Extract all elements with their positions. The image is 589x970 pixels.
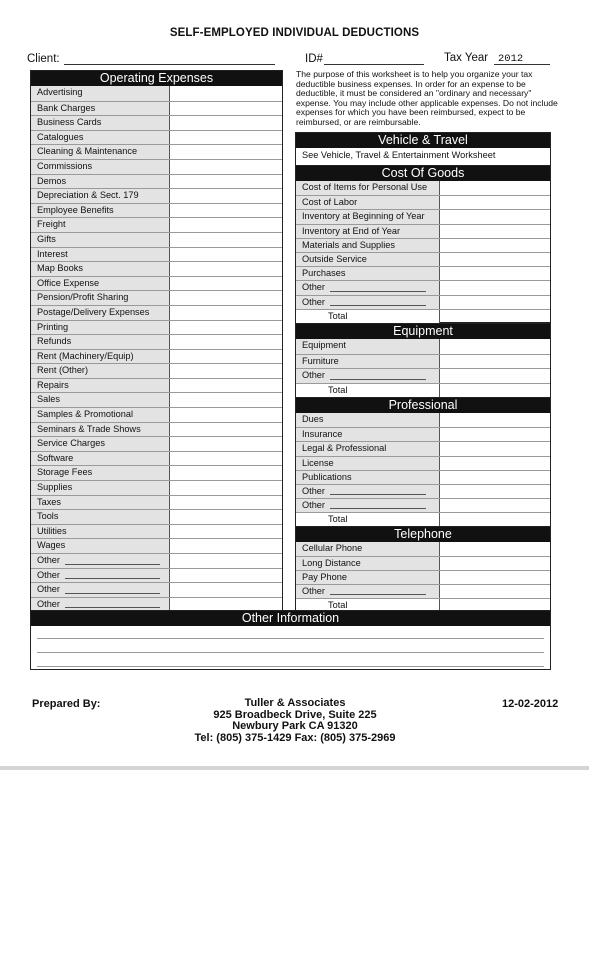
row-label: Taxes (31, 496, 170, 510)
cost-of-goods-rows (296, 181, 550, 323)
row-label: Supplies (31, 481, 170, 495)
table-row (31, 232, 282, 247)
amount-field[interactable] (170, 539, 282, 553)
row-label: Dues (296, 413, 440, 427)
amount-field[interactable] (170, 496, 282, 510)
other-description-field[interactable] (330, 594, 426, 595)
table-row (31, 392, 282, 407)
other-description-field[interactable] (330, 379, 426, 380)
telephone-rows (296, 542, 550, 612)
table-row (296, 280, 550, 294)
amount-field[interactable] (170, 306, 282, 320)
operating-expenses-heading: Operating Expenses (31, 71, 282, 86)
amount-field[interactable] (440, 585, 550, 598)
telephone-section (295, 526, 551, 611)
amount-field[interactable] (170, 277, 282, 291)
firm-name: Tuller & Associates (244, 697, 346, 709)
table-row (31, 451, 282, 466)
amount-field[interactable] (170, 481, 282, 495)
amount-field[interactable] (170, 393, 282, 407)
amount-field[interactable] (440, 442, 550, 455)
table-row (296, 441, 550, 455)
amount-field[interactable] (440, 369, 550, 383)
other-information-section (30, 610, 551, 670)
other-description-field[interactable] (65, 607, 160, 608)
total-amount-field[interactable] (440, 513, 550, 526)
row-label: Legal & Professional (296, 442, 440, 455)
table-row (31, 305, 282, 320)
row-label: Equipment (296, 339, 440, 354)
amount-field[interactable] (440, 267, 550, 280)
amount-field[interactable] (440, 196, 550, 209)
row-label: Other (296, 281, 440, 294)
amount-field[interactable] (170, 554, 282, 568)
table-row (31, 378, 282, 393)
row-label: Cost of Labor (296, 196, 440, 209)
amount-field[interactable] (170, 466, 282, 480)
table-row (296, 339, 550, 354)
id-label: ID# (305, 53, 323, 65)
table-row (296, 181, 550, 195)
total-label: Total (296, 599, 440, 612)
row-label: Bank Charges (31, 102, 170, 116)
cost-of-goods-heading: Cost Of Goods (296, 166, 550, 181)
row-label: Other (296, 499, 440, 512)
row-label: Postage/Delivery Expenses (31, 306, 170, 320)
table-row (31, 349, 282, 364)
operating-expenses-section (30, 70, 283, 611)
amount-field[interactable] (440, 571, 550, 584)
other-description-field[interactable] (330, 508, 426, 509)
page-title: SELF-EMPLOYED INDIVIDUAL DEDUCTIONS (169, 27, 420, 39)
vehicle-travel-section (295, 132, 551, 166)
row-label: Depreciation & Sect. 179 (31, 189, 170, 203)
professional-section (295, 397, 551, 527)
table-row (31, 363, 282, 378)
table-row (31, 524, 282, 539)
row-label: Other (296, 585, 440, 598)
row-label: Demos (31, 175, 170, 189)
table-row (296, 542, 550, 556)
table-row (31, 495, 282, 510)
other-description-field[interactable] (65, 593, 160, 594)
id-field[interactable] (324, 64, 424, 65)
amount-field[interactable] (440, 485, 550, 498)
equipment-rows (296, 339, 550, 398)
amount-field[interactable] (440, 281, 550, 294)
professional-rows (296, 413, 550, 527)
row-label: Rent (Machinery/Equip) (31, 350, 170, 364)
amount-field[interactable] (170, 175, 282, 189)
table-row (31, 130, 282, 145)
amount-field[interactable] (170, 423, 282, 437)
other-info-line (37, 666, 544, 667)
vehicle-travel-note: See Vehicle, Travel & Entertainment Worksheet (296, 148, 550, 163)
row-label: Publications (296, 471, 440, 484)
purpose-text: The purpose of this worksheet is to help you organize your tax deductible business expenses. In order for an expense to be deductible, it must be considered an "ordinary and necessary" expense. You may include other applicable expenses. Do not include expenses for which you have been reimbursed, expect to be reimbursed, or are reimbursable. (296, 69, 558, 127)
row-label: Cellular Phone (296, 542, 440, 556)
table-row (296, 456, 550, 470)
row-label: Service Charges (31, 437, 170, 451)
table-row (296, 195, 550, 209)
row-label: Employee Benefits (31, 204, 170, 218)
amount-field[interactable] (170, 569, 282, 583)
amount-field[interactable] (170, 583, 282, 597)
row-label: Other (296, 369, 440, 383)
amount-field[interactable] (170, 510, 282, 524)
table-row (296, 498, 550, 512)
table-row (31, 334, 282, 349)
other-description-field[interactable] (330, 494, 426, 495)
amount-field[interactable] (440, 413, 550, 427)
other-info-line (37, 652, 544, 653)
row-label: Commissions (31, 160, 170, 174)
table-row (31, 422, 282, 437)
amount-field[interactable] (440, 457, 550, 470)
table-row (31, 568, 282, 583)
prepared-by-label: Prepared By: (32, 698, 101, 710)
table-row (296, 224, 550, 238)
operating-expenses-rows (31, 86, 282, 626)
amount-field[interactable] (170, 452, 282, 466)
row-label: Other (31, 598, 170, 612)
row-label: Printing (31, 321, 170, 335)
table-row (31, 217, 282, 232)
amount-field[interactable] (170, 379, 282, 393)
amount-field[interactable] (170, 291, 282, 305)
other-description-field[interactable] (65, 578, 160, 579)
table-row (296, 484, 550, 498)
row-label: Refunds (31, 335, 170, 349)
row-label: Cost of Items for Personal Use (296, 181, 440, 195)
total-amount-field[interactable] (440, 310, 550, 323)
row-label: Repairs (31, 379, 170, 393)
row-label: Freight (31, 218, 170, 232)
amount-field[interactable] (440, 557, 550, 570)
row-label: Software (31, 452, 170, 466)
client-label: Client: (27, 53, 60, 65)
amount-field[interactable] (440, 542, 550, 556)
amount-field[interactable] (440, 471, 550, 484)
table-row (31, 290, 282, 305)
row-label: Gifts (31, 233, 170, 247)
prepared-date: 12-02-2012 (502, 698, 559, 710)
row-label: Purchases (296, 267, 440, 280)
amount-field[interactable] (170, 335, 282, 349)
professional-heading: Professional (296, 398, 550, 413)
total-amount-field[interactable] (440, 384, 550, 398)
row-label: Wages (31, 539, 170, 553)
other-description-field[interactable] (65, 564, 160, 565)
total-label: Total (296, 384, 440, 398)
total-label: Total (296, 513, 440, 526)
table-row (296, 570, 550, 584)
amount-field[interactable] (440, 296, 550, 309)
amount-field[interactable] (170, 86, 282, 101)
table-row (31, 509, 282, 524)
table-row (31, 101, 282, 116)
table-row (296, 368, 550, 383)
table-row (31, 480, 282, 495)
amount-field[interactable] (170, 525, 282, 539)
row-label: Utilities (31, 525, 170, 539)
amount-field[interactable] (170, 437, 282, 451)
other-info-line (37, 638, 544, 639)
client-field[interactable] (64, 64, 275, 65)
amount-field[interactable] (170, 145, 282, 159)
table-row (296, 238, 550, 252)
amount-field[interactable] (440, 181, 550, 195)
table-row (31, 407, 282, 422)
row-label: Other (296, 296, 440, 309)
equipment-heading: Equipment (296, 324, 550, 339)
row-label: Cleaning & Maintenance (31, 145, 170, 159)
table-row (296, 252, 550, 266)
equipment-section (295, 323, 551, 398)
table-row (296, 556, 550, 570)
row-label: Inventory at Beginning of Year (296, 210, 440, 223)
other-information-heading: Other Information (31, 611, 550, 626)
amount-field[interactable] (440, 355, 550, 369)
preparer-block (150, 698, 440, 744)
amount-field[interactable] (170, 233, 282, 247)
table-row (31, 320, 282, 335)
row-label: Storage Fees (31, 466, 170, 480)
row-label: Pension/Profit Sharing (31, 291, 170, 305)
amount-field[interactable] (440, 239, 550, 252)
row-label: Materials and Supplies (296, 239, 440, 252)
amount-field[interactable] (170, 364, 282, 378)
amount-field[interactable] (170, 160, 282, 174)
table-row (296, 470, 550, 484)
amount-field[interactable] (170, 408, 282, 422)
amount-field[interactable] (440, 428, 550, 441)
total-label: Total (296, 310, 440, 323)
table-row (31, 188, 282, 203)
row-label: Seminars & Trade Shows (31, 423, 170, 437)
firm-phone-fax: Tel: (805) 375-1429 Fax: (805) 375-2969 (194, 731, 396, 744)
row-label: Catalogues (31, 131, 170, 145)
cost-of-goods-section (295, 165, 551, 323)
amount-field[interactable] (170, 189, 282, 203)
row-label: Insurance (296, 428, 440, 441)
table-row (31, 553, 282, 568)
table-row (31, 203, 282, 218)
amount-field[interactable] (170, 131, 282, 145)
table-row (296, 427, 550, 441)
amount-field[interactable] (170, 321, 282, 335)
row-label: Other (296, 485, 440, 498)
table-row (31, 582, 282, 597)
other-description-field[interactable] (330, 305, 426, 306)
table-row (31, 247, 282, 262)
row-label: Sales (31, 393, 170, 407)
table-row (296, 584, 550, 598)
amount-field[interactable] (440, 499, 550, 512)
total-row (296, 512, 550, 526)
row-label: Office Expense (31, 277, 170, 291)
row-label: Samples & Promotional (31, 408, 170, 422)
row-label: Other (31, 583, 170, 597)
table-row (31, 261, 282, 276)
row-label: Advertising (31, 86, 170, 101)
amount-field[interactable] (170, 102, 282, 116)
table-row (296, 295, 550, 309)
row-label: Inventory at End of Year (296, 225, 440, 238)
table-row (296, 413, 550, 427)
telephone-heading: Telephone (296, 527, 550, 542)
table-row (31, 115, 282, 130)
table-row (296, 354, 550, 369)
table-row (31, 144, 282, 159)
amount-field[interactable] (440, 210, 550, 223)
table-row (296, 209, 550, 223)
row-label: Long Distance (296, 557, 440, 570)
table-row (31, 86, 282, 101)
table-row (296, 266, 550, 280)
other-description-field[interactable] (330, 291, 426, 292)
row-label: Other (31, 569, 170, 583)
amount-field[interactable] (440, 225, 550, 238)
amount-field[interactable] (440, 253, 550, 266)
amount-field[interactable] (170, 116, 282, 130)
amount-field[interactable] (170, 218, 282, 232)
row-label: Other (31, 554, 170, 568)
table-row (31, 276, 282, 291)
amount-field[interactable] (170, 262, 282, 276)
total-row (296, 383, 550, 398)
other-information-lines[interactable] (31, 626, 550, 678)
row-label: Outside Service (296, 253, 440, 266)
amount-field[interactable] (170, 248, 282, 262)
amount-field[interactable] (170, 350, 282, 364)
total-row (296, 309, 550, 323)
vehicle-travel-heading: Vehicle & Travel (296, 133, 550, 148)
row-label: Business Cards (31, 116, 170, 130)
row-label: Interest (31, 248, 170, 262)
row-label: Furniture (296, 355, 440, 369)
row-label: Rent (Other) (31, 364, 170, 378)
row-label: License (296, 457, 440, 470)
row-label: Pay Phone (296, 571, 440, 584)
table-row (31, 436, 282, 451)
firm-address-line1: 925 Broadbeck Drive, Suite 225 (213, 708, 377, 721)
row-label: Map Books (31, 262, 170, 276)
firm-address-line2: Newbury Park CA 91320 (232, 720, 358, 733)
row-label: Tools (31, 510, 170, 524)
table-row (31, 159, 282, 174)
tax-year-value: 2012 (498, 53, 524, 65)
amount-field[interactable] (440, 339, 550, 354)
table-row (31, 538, 282, 553)
table-row (31, 465, 282, 480)
tax-year-label: Tax Year (444, 52, 489, 64)
amount-field[interactable] (170, 204, 282, 218)
table-row (31, 174, 282, 189)
